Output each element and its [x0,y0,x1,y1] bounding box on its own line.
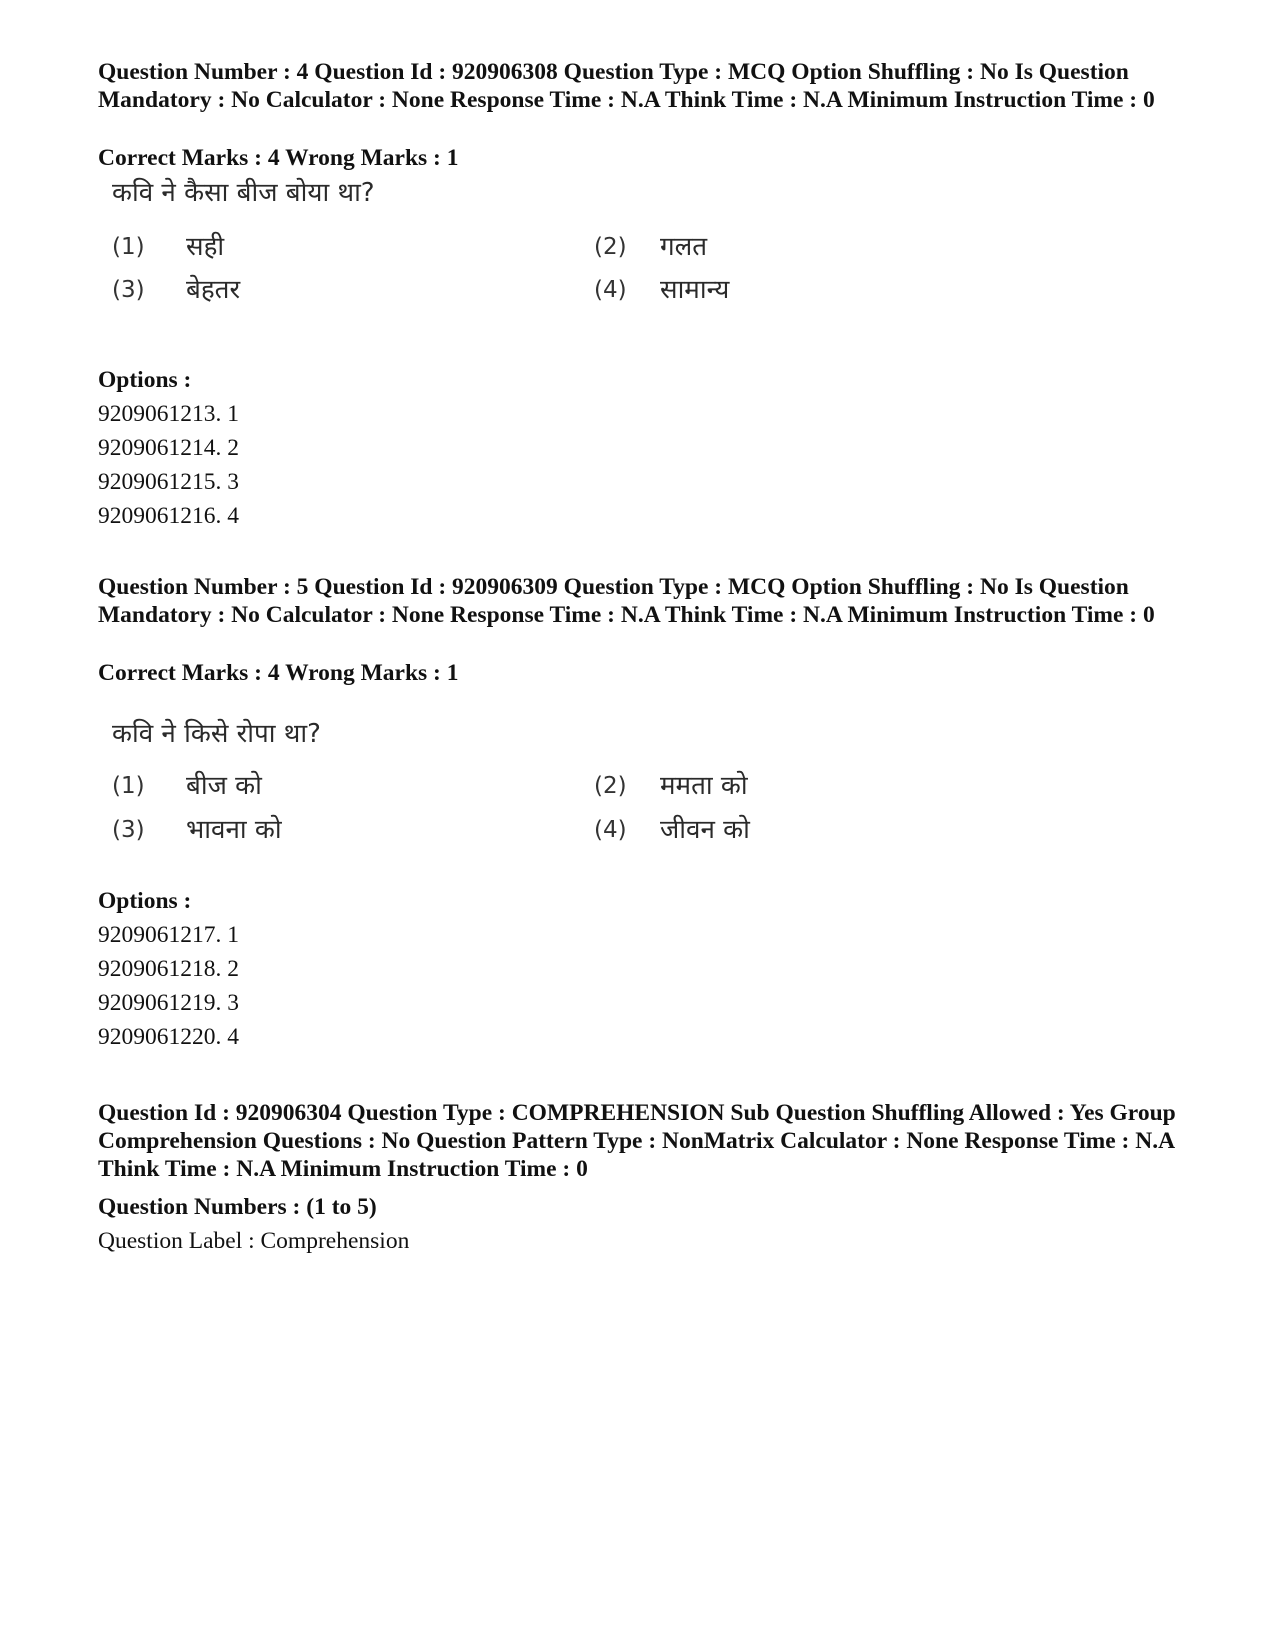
comprehension-meta: Question Id : 920906304 Question Type : COMPREHENSION Sub Question Shuffling Allowed : Yes Group Comprehension Questions : No Question Pattern Type : NonMatrix Calculator : None Response Time : N.A Think Time : N.A Minimum Instruction Time : 0 [98,1100,1176,1182]
choice-number: (3) [112,817,145,843]
question-4-options-heading: Options : [98,367,192,393]
choice-number: (4) [594,817,627,843]
question-5-options-heading: Options : [98,888,192,914]
question-4-text: कवि ने कैसा बीज बोया था? [112,178,375,208]
question-5-choice-row-1 [112,769,792,803]
choice-text: बेहतर [186,275,241,305]
choice-text: ममता को [660,771,748,801]
choice-text: जीवन को [660,815,750,845]
comprehension-label: Question Label : Comprehension [98,1228,410,1254]
question-4-meta: Question Number : 4 Question Id : 920906308 Question Type : MCQ Option Shuffling : No Is Question Mandatory : No Calculator : None Response Time : N.A Think Time : N.A Minimum Instruction Time : 0 [98,59,1155,113]
choice-text: बीज को [186,771,262,801]
question-4-image [112,176,792,316]
question-4-choice-row-2 [112,273,792,307]
option-line: 9209061220. 4 [98,1024,239,1050]
question-5-image [112,717,792,857]
question-5-options-list [98,918,239,1054]
choice-number: (2) [594,234,627,260]
choice-number: (1) [112,773,145,799]
choice-number: (4) [594,277,627,303]
question-5-marks: Correct Marks : 4 Wrong Marks : 1 [98,660,459,686]
option-line: 9209061216. 4 [98,503,239,529]
option-line: 9209061219. 3 [98,990,239,1016]
question-4-options-list [98,397,239,533]
choice-text: सही [186,232,225,262]
choice-text: भावना को [186,815,282,845]
question-5-choice-row-2 [112,813,792,847]
question-4-marks: Correct Marks : 4 Wrong Marks : 1 [98,145,459,171]
question-4-choice-row-1 [112,230,792,264]
question-5-text: कवि ने किसे रोपा था? [112,719,321,749]
comprehension-question-numbers: Question Numbers : (1 to 5) [98,1194,377,1220]
choice-text: सामान्य [660,275,730,305]
option-line: 9209061214. 2 [98,435,239,461]
option-line: 9209061215. 3 [98,469,239,495]
option-line: 9209061213. 1 [98,401,239,427]
option-line: 9209061217. 1 [98,922,239,948]
choice-number: (3) [112,277,145,303]
choice-number: (2) [594,773,627,799]
choice-text: गलत [660,232,708,262]
question-5-meta: Question Number : 5 Question Id : 920906309 Question Type : MCQ Option Shuffling : No Is Question Mandatory : No Calculator : None Response Time : N.A Think Time : N.A Minimum Instruction Time : 0 [98,574,1155,628]
option-line: 9209061218. 2 [98,956,239,982]
choice-number: (1) [112,234,145,260]
